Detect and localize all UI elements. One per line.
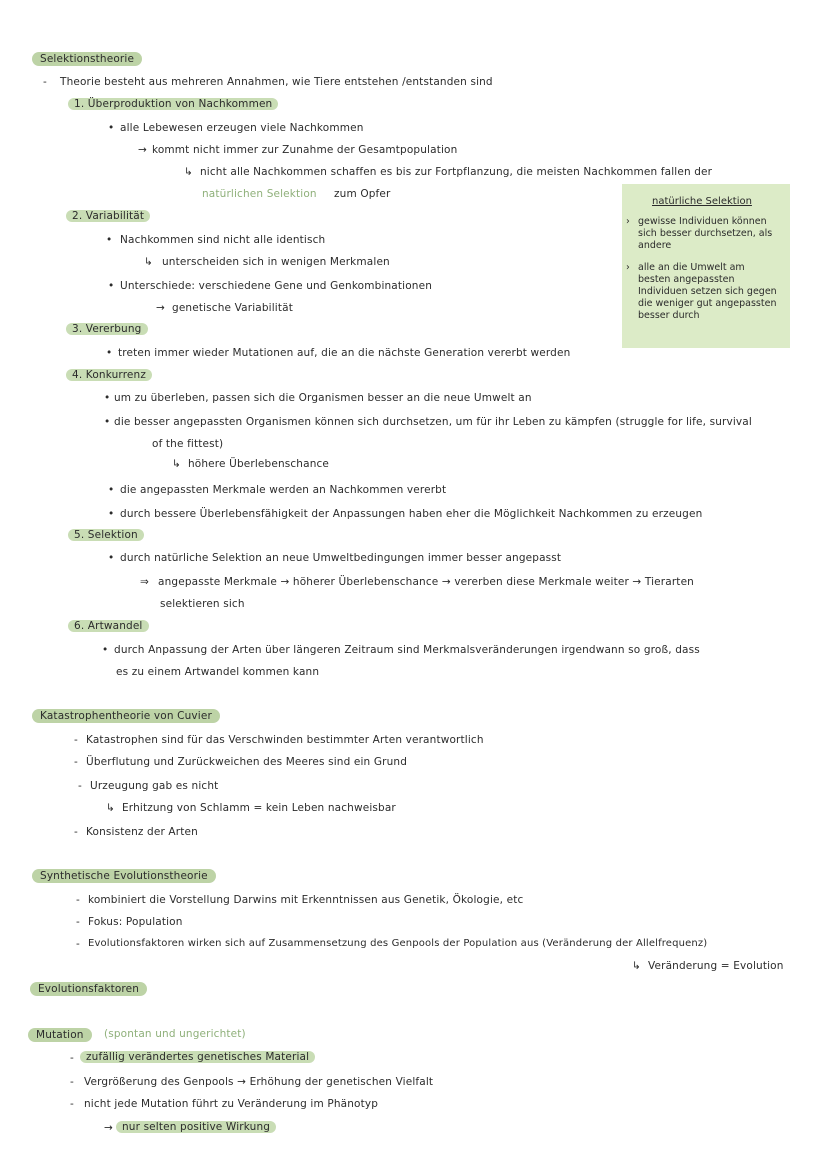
note-line: Individuen setzen sich gegen [638,286,777,297]
note-line: alle an die Umwelt am [638,262,745,273]
heading-mutation: Mutation [28,1028,92,1042]
text-line: of the fittest) [152,438,224,450]
text-line: um zu überleben, passen sich die Organismen besser an die neue Umwelt an [114,392,532,404]
heading-katastrophentheorie: Katastrophentheorie von Cuvier [32,709,220,723]
dash: - [74,826,78,838]
text-line: Vergrößerung des Genpools → Erhöhung der genetischen Vielfalt [84,1076,434,1088]
subheading-ueberproduktion: 1. Überproduktion von Nachkommen [68,98,278,110]
text-line: kombiniert die Vorstellung Darwins mit Erkenntnissen aus Genetik, Ökologie, etc [88,894,524,906]
text-line: alle Lebewesen erzeugen viele Nachkommen [120,122,364,134]
bullet: • [106,234,113,246]
text-line: die angepassten Merkmale werden an Nachkommen vererbt [120,484,447,496]
text-line: Fokus: Population [88,916,183,928]
arrow-icon: → [138,144,147,156]
dash: - [78,780,82,792]
dash: - [76,938,80,950]
note-line: gewisse Individuen können [638,216,767,227]
note-line: sich besser durchsetzen, als [638,228,773,239]
text-line: durch Anpassung der Arten über längeren Zeitraum sind Merkmalsveränderungen irgendwann so groß, dass [114,644,700,656]
text-line: zum Opfer [334,188,391,200]
text-line-highlighted: zufällig verändertes genetisches Material [80,1051,315,1063]
arrow-icon: › [626,262,630,273]
heading-evolutionsfaktoren: Evolutionsfaktoren [30,982,147,996]
dash: - [70,1076,74,1088]
note-line: die weniger gut angepassten [638,298,777,309]
text-line: nicht alle Nachkommen schaffen es bis zur Fortpflanzung, die meisten Nachkommen fallen der [200,166,713,178]
text-line: Katastrophen sind für das Verschwinden bestimmter Arten verantwortlich [86,734,484,746]
subheading-vererbung: 3. Vererbung [66,323,148,335]
bullet: • [102,644,109,656]
text-line: nicht jede Mutation führt zu Veränderung im Phänotyp [84,1098,379,1110]
intro-text: Theorie besteht aus mehreren Annahmen, wie Tiere entstehen /entstanden sind [60,76,493,88]
text-natuerliche-selektion: natürlichen Selektion [202,188,317,200]
dash: - [70,1098,74,1110]
note-line: andere [638,240,672,251]
dash: - [74,756,78,768]
return-arrow-icon: ↳ [144,256,153,268]
text-line: Unterschiede: verschiedene Gene und Genkombinationen [120,280,433,292]
text-line: Veränderung = Evolution [648,960,784,972]
bullet: • [108,122,115,134]
return-arrow-icon: ↳ [184,166,193,178]
arrow-icon: › [626,216,630,227]
return-arrow-icon: ↳ [106,802,115,814]
text-line: unterscheiden sich in wenigen Merkmalen [162,256,390,268]
text-line: Evolutionsfaktoren wirken sich auf Zusammensetzung des Genpools der Population aus (Veränderung der Allelfrequenz) [88,938,708,949]
text-line: Konsistenz der Arten [86,826,198,838]
mutation-subtitle: (spontan und ungerichtet) [104,1028,246,1040]
bullet: • [108,484,115,496]
subheading-variabilitaet: 2. Variabilität [66,210,150,222]
text-line: die besser angepassten Organismen können sich durchsetzen, um für ihr Leben zu kämpfen (struggle for life, survival [114,416,752,428]
subheading-selektion: 5. Selektion [68,529,144,541]
text-line: es zu einem Artwandel kommen kann [116,666,320,678]
note-box-title: natürliche Selektion [652,196,752,207]
arrow-icon: → [104,1122,113,1134]
text-line: Überflutung und Zurückweichen des Meeres sind ein Grund [86,756,408,768]
text-line: Urzeugung gab es nicht [90,780,219,792]
bullet: • [108,508,115,520]
text-line: Erhitzung von Schlamm = kein Leben nachweisbar [122,802,396,814]
text-line: höhere Überlebenschance [188,458,330,470]
double-arrow-icon: ⇒ [140,576,149,588]
dash: - [43,76,47,88]
text-line: genetische Variabilität [172,302,293,314]
text-line: selektieren sich [160,598,245,610]
text-line-highlighted: nur selten positive Wirkung [116,1121,276,1133]
dash: - [70,1052,74,1064]
bullet: • [104,416,111,428]
text-line: durch bessere Überlebensfähigkeit der Anpassungen haben eher die Möglichkeit Nachkommen zu erzeugen [120,508,703,520]
subheading-konkurrenz: 4. Konkurrenz [66,369,152,381]
text-line: treten immer wieder Mutationen auf, die an die nächste Generation vererbt werden [118,347,571,359]
note-line: besten angepassten [638,274,735,285]
return-arrow-icon: ↳ [172,458,181,470]
return-arrow-icon: ↳ [632,960,641,972]
arrow-icon: → [156,302,165,314]
bullet: • [108,552,115,564]
subheading-artwandel: 6. Artwandel [68,620,149,632]
note-line: besser durch [638,310,700,321]
bullet: • [108,280,115,292]
text-line: Nachkommen sind nicht alle identisch [120,234,326,246]
text-line: angepasste Merkmale → höherer Überlebenschance → vererben diese Merkmale weiter → Tierarten [158,576,694,588]
text-line: kommt nicht immer zur Zunahme der Gesamtpopulation [152,144,458,156]
bullet: • [104,392,111,404]
heading-synthetische-evolutionstheorie: Synthetische Evolutionstheorie [32,869,216,883]
dash: - [76,894,80,906]
note-box-natuerliche-selektion [622,184,790,348]
heading-selektionstheorie: Selektionstheorie [32,52,142,66]
dash: - [76,916,80,928]
text-line: durch natürliche Selektion an neue Umweltbedingungen immer besser angepasst [120,552,562,564]
dash: - [74,734,78,746]
bullet: • [106,347,113,359]
